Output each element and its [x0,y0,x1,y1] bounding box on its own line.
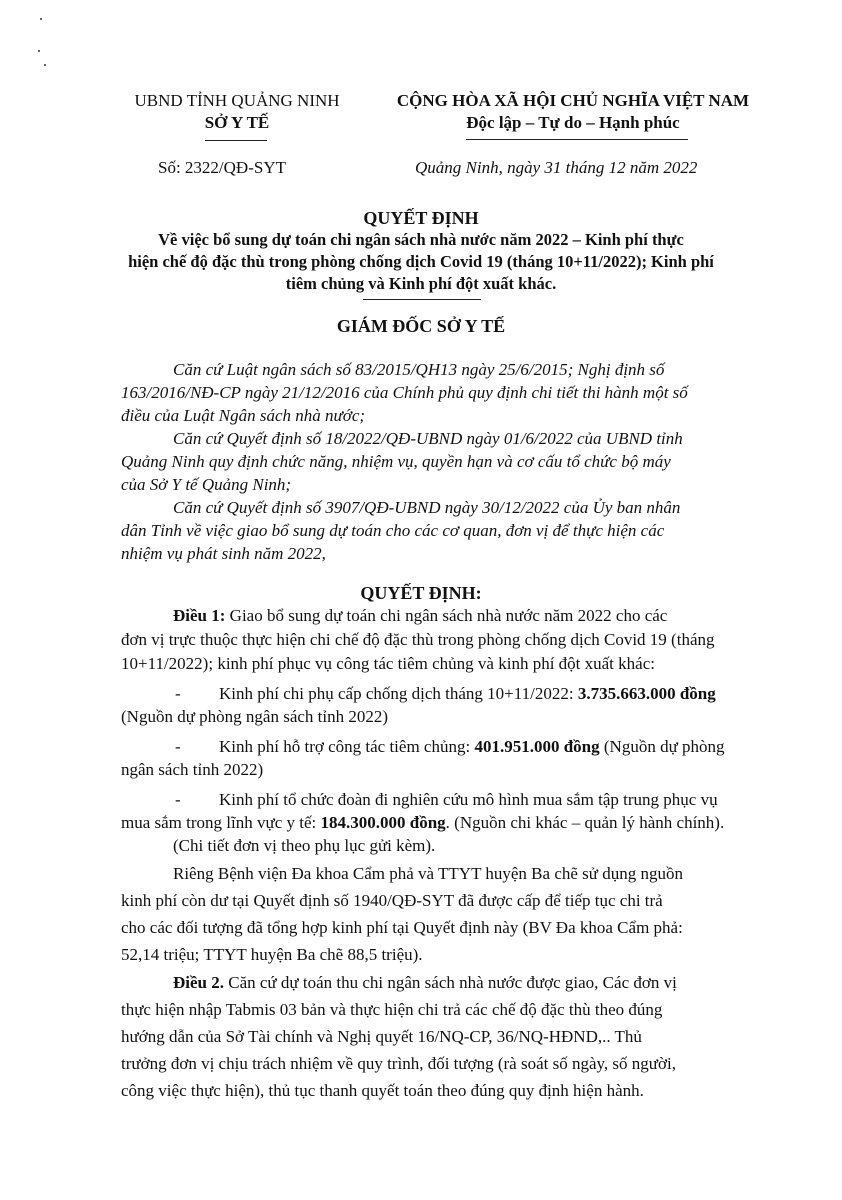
extra-line-2: kinh phí còn dư tại Quyết định số 1940/QĐ-SYT đã được cấp để tiếp tục chi trả [121,891,663,910]
national-title: CỘNG HÒA XÃ HỘI CHỦ NGHĨA VIỆT NAM [396,91,750,110]
basis-2-line-2: Quảng Ninh quy định chức năng, nhiệm vụ, quyền hạn và cơ cấu tổ chức bộ máy [121,452,671,471]
basis-1-line-2: 163/2016/NĐ-CP ngày 21/12/2016 của Chính phủ quy định chi tiết thi hành một số [121,383,688,402]
item3-line-1: Kinh phí tổ chức đoàn đi nghiên cứu mô hình mua sắm tập trung phục vụ [219,790,718,809]
article1-line-2: đơn vị trực thuộc thực hiện chi chế độ đặc thù trong phòng chống dịch Covid 19 (tháng [121,630,715,649]
basis-3-line-2: dân Tỉnh về việc giao bổ sung dự toán cho các cơ quan, đơn vị để thực hiện các [121,521,665,540]
item2-line-1 [219,737,725,757]
item1-line-2: (Nguồn dự phòng ngân sách tỉnh 2022) [121,707,389,726]
basis-1-line-3: điều của Luật Ngân sách nhà nước; [121,406,366,425]
item2-amount: 401.951.000 đồng [474,737,600,756]
article2-text-1: Căn cứ dự toán thu chi ngân sách nhà nước được giao, Các đơn vị [224,973,677,992]
item3-text: mua sắm trong lĩnh vực y tế: [121,813,321,832]
article1-text-1: Giao bổ sung dự toán chi ngân sách nhà nước năm 2022 cho các [225,606,668,625]
basis-3-line-3: nhiệm vụ phát sinh năm 2022, [121,544,326,563]
item1-bullet: - [175,684,181,703]
article1-line-3: 10+11/2022); kinh phí phục vụ công tác tiêm chủng và kinh phí đột xuất khác: [121,654,655,673]
subject-line-3: tiêm chủng và Kinh phí đột xuất khác. [285,274,557,293]
extra-line-1: Riêng Bệnh viện Đa khoa Cẩm phả và TTYT huyện Ba chẽ sử dụng nguồn [173,864,683,883]
authority-heading: GIÁM ĐỐC SỞ Y TẾ [336,316,506,336]
extra-line-4: 52,14 triệu; TTYT huyện Ba chẽ 88,5 triệu). [121,945,423,964]
subject-line-2: hiện chế độ đặc thù trong phòng chống dịch Covid 19 (tháng 10+11/2022); Kinh phí [128,252,714,271]
basis-2-line-1: Căn cứ Quyết định số 18/2022/QĐ-UBND ngày 01/6/2022 của UBND tỉnh [173,429,683,448]
org-line1: UBND TỈNH QUẢNG NINH [134,91,340,110]
basis-3-line-1: Căn cứ Quyết định số 3907/QĐ-UBND ngày 30/12/2022 của Ủy ban nhân [173,498,681,517]
item3-line-2 [121,813,724,833]
national-motto: Độc lập – Tự do – Hạnh phúc [466,113,680,132]
item3-bullet: - [175,790,181,809]
place-date: Quảng Ninh, ngày 31 tháng 12 năm 2022 [415,158,698,177]
article2-line-1 [173,973,677,993]
article1-label: Điều 1: [173,606,226,625]
item3-text-b: . (Nguồn chi khác – quản lý hành chính). [445,813,725,832]
item1-line-1 [219,684,716,704]
article2-line-4: trưởng đơn vị chịu trách nhiệm về quy trình, đối tượng (rà soát số ngày, số người, [121,1054,676,1073]
basis-1-line-1: Căn cứ Luật ngân sách số 83/2015/QH13 ngày 25/6/2015; Nghị định số [173,360,665,379]
appendix-note: (Chi tiết đơn vị theo phụ lục gửi kèm). [173,836,436,855]
article2-line-3: hướng dẫn của Sở Tài chính và Nghị quyết 16/NQ-CP, 36/NQ-HĐND,.. Thủ [121,1027,642,1046]
item2-line-2: ngân sách tỉnh 2022) [121,760,264,779]
decision-heading: QUYẾT ĐỊNH: [360,583,482,603]
item2-text: Kinh phí hỗ trợ công tác tiêm chủng: [219,737,475,756]
right-header-rule [466,139,688,140]
decision-title: QUYẾT ĐỊNH [363,208,479,228]
title-underline [363,299,481,300]
item2-text-b: (Nguồn dự phòng [599,737,725,756]
article1-line-1 [173,606,667,626]
document-number: Số: 2322/QĐ-SYT [158,158,286,177]
org-line2: SỞ Y TẾ [204,113,270,132]
item1-text: Kinh phí chi phụ cấp chống dịch tháng 10+11/2022: [219,684,578,703]
issuing-authority [122,90,352,134]
article2-line-5: công việc thực hiện), thủ tục thanh quyết toán theo đúng quy định hiện hành. [121,1081,644,1100]
item2-bullet: - [175,737,181,756]
item3-amount: 184.300.000 đồng [320,813,446,832]
article2-line-2: thực hiện nhập Tabmis 03 bản và thực hiện chi trả các chế độ đặc thù theo đúng [121,1000,663,1019]
article2-label: Điều 2. [173,973,224,992]
item1-amount: 3.735.663.000 đồng [577,684,716,703]
left-header-rule [205,140,267,141]
basis-2-line-3: của Sở Y tế Quảng Ninh; [121,475,292,494]
subject-line-1: Về việc bổ sung dự toán chi ngân sách nhà nước năm 2022 – Kinh phí thực [158,230,684,249]
extra-line-3: cho các đối tượng đã tổng hợp kinh phí tại Quyết định này (BV Đa khoa Cẩm phả: [121,918,683,937]
